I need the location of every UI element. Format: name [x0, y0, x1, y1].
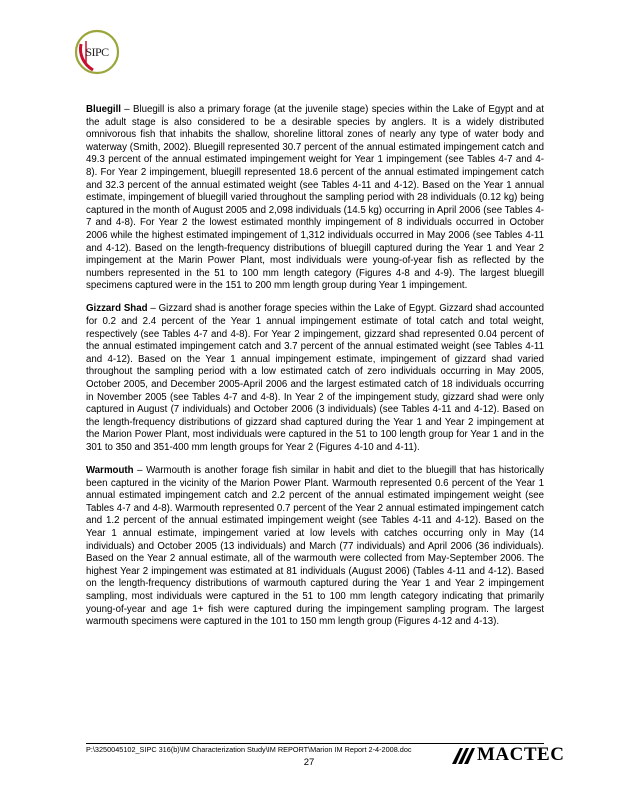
mactec-logo [451, 743, 564, 767]
heading-gizzard-shad: Gizzard Shad [86, 303, 148, 315]
heading-warmouth: Warmouth [86, 465, 134, 477]
paragraph-warmouth-text: – Warmouth is another forage fish similar in habit and diet to the bluegill that has historically been captured in the vicinity of the Marion Power Plant. Warmouth represented 0.6 percent of the Year 1 annual estimated impingement catch and 2.2 percent of the annual estimated impingement weight (see Tables 4-7 and 4-8). Warmouth represented 0.7 percent of the Year 2 annual estimated impingement catch and 1.2 percent of the annual estimated impingement weight (see Tables 4-11 and 4-12). Based on the Year 1 annual estimate, impingement varied at low levels with catches occurring only in May (14 individuals) and October 2005 (13 individuals) and March (77 individuals) and April 2006 (36 individuals). Based on the Year 2 annual estimate, all of the warmouth were collected from May-September 2006. The highest Year 2 impingement was estimated at 81 individuals (August 2006) (Tables 4-11 and 4-12). Based on the length-frequency distributions of warmouth captured during the Year 1 and Year 2 impingement sampling, most individuals were captured in the 51 to 100 mm length category indicating that primarily young-of-year and age 1+ fish were captured during the impingement sampling program. The largest warmouth specimens were captured in the 101 to 150 mm length group (Figures 4-12 and 4-13). [86, 465, 544, 628]
paragraph-bluegill-text: – Bluegill is also a primary forage (at the juvenile stage) species within the Lake of Egypt and at the adult stage is also considered to be a desirable species by anglers. It is a widely distributed omnivorous fish that inhabits the shallow, shoreline littoral zones of nearly any type of water body and waterway (Smith, 2002). Bluegill represented 30.7 percent of the annual estimated impingement catch and 49.3 percent of the annual estimated impingement weight for Year 1 impingement (see Tables 4-7 and 4-8). For Year 2 impingement, bluegill represented 18.6 percent of the annual estimated impingement catch and 32.3 percent of the annual estimated weight (see Tables 4-11 and 4-12). Based on the Year 1 annual estimate, impingement of bluegill varied throughout the sampling period with 28 individuals (0.12 kg) being captured in the month of August 2005 and 2,098 individuals (14.5 kg) occurring in April 2006 (see Tables 4-7 and 4-8). For Year 2 the lowest estimated monthly impingement of 8 individuals occurred in October 2006 while the highest estimated impingement of 1,312 individuals occurred in May 2006 (see Tables 4-11 and 4-12). Based on the length-frequency distributions of bluegill captured during the Year 1 and Year 2 impingement at the Marin Power Plant, most individuals were young-of-year fish as reflected by the numbers represented in the 51 to 100 mm length category (Figures 4-8 and 4-9). The largest bluegill specimens captured were in the 151 to 200 mm length group during Year 1 impingement. [86, 104, 544, 292]
paragraph-warmouth [86, 465, 544, 629]
footer-file-path: P:\3250045102_SIPC 316(b)\IM Characterization Study\IM REPORT\Marion IM Report 2-4-2008.doc [86, 745, 412, 754]
document-body [86, 104, 544, 639]
mactec-swoosh-icon [451, 745, 475, 765]
paragraph-gizzard-shad-text: – Gizzard shad is another forage species within the Lake of Egypt. Gizzard shad accounted for 0.2 and 2.4 percent of the Year 1 annual impingement estimate of total catch and total weight, respectively (see Tables 4-7 and 4-8). For Year 2 impingement, gizzard shad represented 0.04 percent of the annual estimated impingement catch and 3.7 percent of the annual estimated weight (see Tables 4-11 and 4-12). Based on the Year 1 annual impingement estimate, impingement of gizzard shad varied throughout the sampling period with a low estimated catch of zero individuals occurring in May 2005, October 2005, and December 2005-April 2006 and the largest estimated catch of 18 individuals occurring in November 2005 (see Tables 4-7 and 4-8). In Year 2 of the impingement study, gizzard shad were only captured in August (7 individuals) and October 2006 (3 individuals) (see Tables 4-11 and 4-12). Based on the length-frequency distributions of gizzard shad captured during the Year 1 and Year 2 impingement at the Marion Power Plant, most individuals were captured in the 51 to 100 length group for Year 1 and in the 301 to 350 and 351-400 mm length groups for Year 2 (Figures 4-10 and 4-11). [86, 303, 545, 453]
heading-bluegill: Bluegill [86, 104, 121, 115]
paragraph-gizzard-shad [86, 303, 544, 454]
paragraph-bluegill [86, 104, 544, 293]
mactec-wordmark: MACTEC [477, 744, 565, 765]
sipc-logo [73, 28, 121, 76]
page-number: 27 [303, 757, 315, 768]
sipc-logo-text: SIPC [85, 44, 109, 59]
